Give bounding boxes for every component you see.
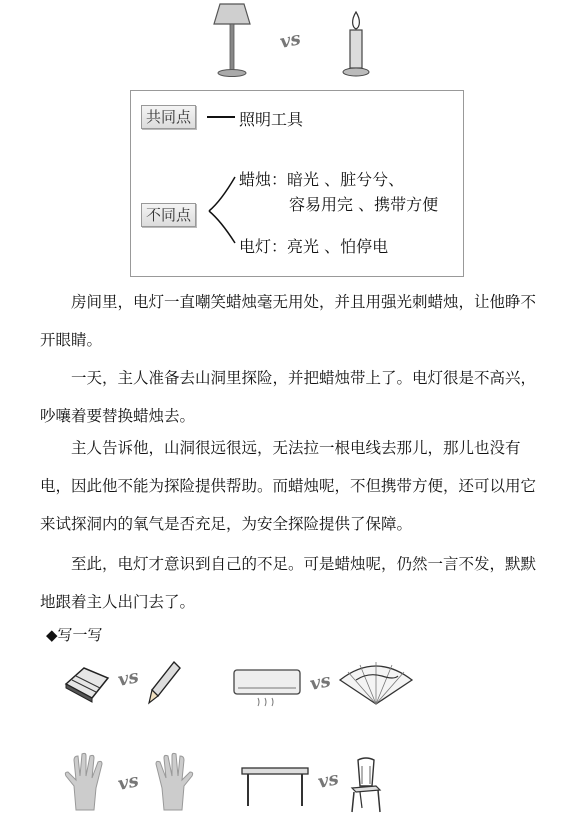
- vs-label: vs: [278, 28, 303, 53]
- candle-traits-line1: 蜡烛：暗光 、脏兮兮、: [239, 170, 405, 189]
- vs-label: vs: [316, 768, 341, 793]
- lamp-traits-line: 电灯：亮光 、怕停电: [239, 237, 389, 256]
- table-icon: [240, 764, 310, 808]
- story-paragraph-2: 一天，主人准备去山洞里探险，并把蜡烛带上了。电灯很是不高兴，吵嚷着要替换蜡烛去。: [40, 369, 537, 425]
- story-paragraph-1: 房间里，电灯一直嘲笑蜡烛毫无用处，并且用强光刺蜡烛，让他睁不开眼睛。: [40, 293, 537, 349]
- vs-label: vs: [116, 666, 141, 691]
- same-point-text: 照明工具: [239, 110, 304, 129]
- exercise-heading: [46, 624, 103, 645]
- floor-lamp-icon: [212, 2, 252, 78]
- left-hand-icon: [62, 752, 114, 812]
- candle-icon: [340, 10, 372, 78]
- bullet-icon: ◆: [46, 626, 58, 644]
- air-conditioner-icon: [232, 668, 302, 710]
- chair-icon: [346, 756, 384, 814]
- candle-traits-line2: 容易用完 、携带方便: [289, 195, 439, 214]
- vs-label: vs: [308, 670, 333, 695]
- exercise-title: 写一写: [57, 626, 103, 644]
- eraser-icon: [62, 664, 112, 704]
- same-point-tag: 共同点: [141, 105, 196, 129]
- story-paragraph-4: 至此，电灯才意识到自己的不足。可是蜡烛呢，仍然一言不发，默默地跟着主人出门去了。: [40, 555, 537, 611]
- story-paragraph-3: 主人告诉他，山洞很远很远，无法拉一根电线去那儿，那儿也没有电，因此他不能为探险提供帮助。而蜡烛呢，不但携带方便，还可以用它来试探洞内的氧气是否充足，为安全探险提供了保障。: [40, 439, 537, 533]
- vs-label: vs: [116, 770, 141, 795]
- pencil-icon: [146, 660, 182, 706]
- diff-point-tag: 不同点: [141, 203, 196, 227]
- folding-fan-icon: [338, 660, 414, 708]
- right-hand-icon: [144, 752, 196, 812]
- comparison-box: [130, 90, 464, 277]
- branch-lines: [207, 171, 237, 251]
- connector-line: [207, 115, 235, 119]
